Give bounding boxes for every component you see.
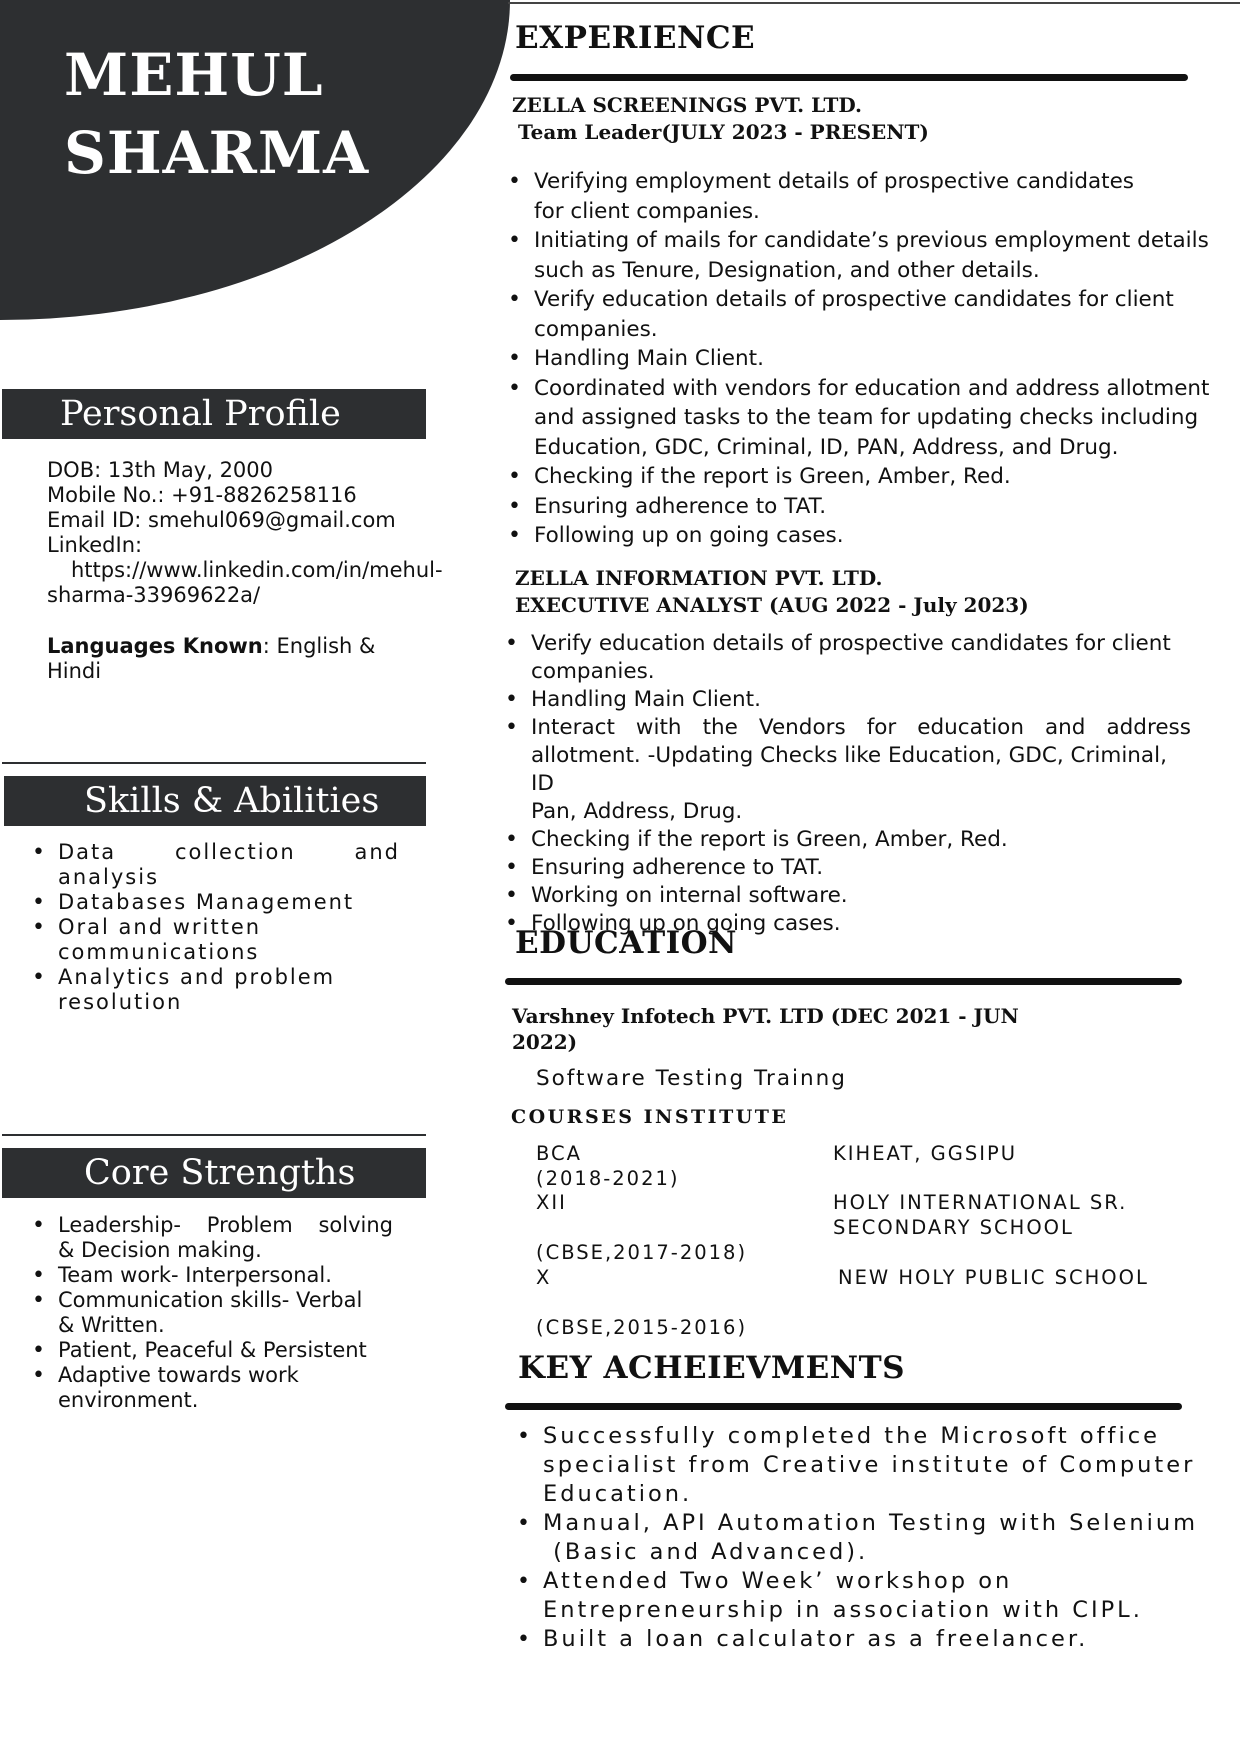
edu-institute-xii-line1: HOLY INTERNATIONAL SR. <box>833 1191 1128 1214</box>
achievements-bar <box>505 1403 1182 1410</box>
experience-heading: EXPERIENCE <box>515 20 756 56</box>
core-strengths-rule <box>2 1134 426 1136</box>
job1-company: ZELLA SCREENINGS PVT. LTD. <box>512 93 863 117</box>
strength-item: • Adaptive towards work environment. <box>58 1363 418 1413</box>
skills-list <box>58 840 400 1015</box>
job1-bullets <box>534 167 1214 551</box>
skill-item: • Oral and written communications <box>58 915 400 965</box>
languages-label: Languages Known <box>47 634 263 658</box>
edu-institute-bca: KIHEAT, GGSIPU <box>833 1142 1018 1165</box>
name-first: MEHUL <box>64 41 324 109</box>
edu-institute-x: NEW HOLY PUBLIC SCHOOL <box>838 1266 1149 1289</box>
edu-course-x: X <box>536 1266 552 1289</box>
personal-profile-details <box>47 458 467 684</box>
achievement-item: • Built a loan calculator as a freelancer. <box>543 1625 1233 1654</box>
core-strengths-heading: Core Strengths <box>2 1148 426 1198</box>
job1-bullet: • Verifying employment details of prospective candidates for client companies. <box>534 167 1214 226</box>
job1-bullet: • Following up on going cases. <box>534 521 1214 551</box>
training-line2: 2022) <box>512 1030 578 1054</box>
linkedin-label: LinkedIn: <box>47 533 143 557</box>
job2-role: EXECUTIVE ANALYST (AUG 2022 - July 2023) <box>515 593 1029 617</box>
achievements-list <box>543 1422 1233 1654</box>
edu-years-xii: (CBSE,2017-2018) <box>536 1241 748 1264</box>
linkedin-url-line1: https://www.linkedin.com/in/mehul- <box>71 558 443 582</box>
edu-course-xii: XII <box>536 1191 567 1214</box>
courses-institute-label: COURSES INSTITUTE <box>511 1106 789 1128</box>
skills-rule <box>2 762 426 764</box>
edu-institute-xii-line2: SECONDARY SCHOOL <box>833 1216 1074 1239</box>
skill-item: • Databases Management <box>58 890 400 915</box>
strength-item: • Team work- Interpersonal. <box>58 1263 418 1288</box>
edu-years-x: (CBSE,2015-2016) <box>536 1316 748 1339</box>
job2-bullet: • Following up on going cases. <box>531 910 1191 938</box>
achievement-item: • Attended Two Week’ workshop on Entrepreneurship in association with CIPL. <box>543 1567 1233 1625</box>
education-bar <box>505 978 1182 985</box>
achievement-item: • Successfully completed the Microsoft office specialist from Creative institute of Computer Education. <box>543 1422 1233 1509</box>
languages-line1 <box>47 634 467 659</box>
top-divider <box>508 2 1240 4</box>
strength-item: • Leadership- Problem solving & Decision making. <box>58 1213 418 1263</box>
skills-heading: Skills & Abilities <box>4 776 426 826</box>
training-description: Software Testing Trainng <box>536 1066 847 1091</box>
job2-bullet: • Checking if the report is Green, Amber, Red. <box>531 826 1191 854</box>
job1-bullet: • Coordinated with vendors for education and address allotment and assigned tasks to the team for updating checks including Education, GDC, Criminal, ID, PAN, Address, and Drug. <box>534 374 1214 463</box>
mobile-text: Mobile No.: +91-8826258116 <box>47 483 357 507</box>
job1-role: Team Leader(JULY 2023 - PRESENT) <box>518 120 929 144</box>
job1-bullet: • Initiating of mails for candidate’s previous employment details such as Tenure, Designation, and other details. <box>534 226 1214 285</box>
job2-bullet: • Ensuring adherence to TAT. <box>531 854 1191 882</box>
edu-years-bca: (2018-2021) <box>536 1167 680 1190</box>
training-line1: Varshney Infotech PVT. LTD (DEC 2021 - JUN <box>512 1004 1019 1028</box>
job1-bullet: • Checking if the report is Green, Amber, Red. <box>534 462 1214 492</box>
skill-item: • Analytics and problem resolution <box>58 965 400 1015</box>
job2-bullets <box>531 630 1191 938</box>
job2-bullet: • Interact with the Vendors for education and address allotment. -Updating Checks like Education, GDC, Criminal, ID Pan, Address, Drug. <box>531 714 1191 826</box>
dob-text: DOB: 13th May, 2000 <box>47 458 274 482</box>
job2-bullet: • Verify education details of prospective candidates for client companies. <box>531 630 1191 686</box>
strength-item: • Communication skills- Verbal & Written. <box>58 1288 418 1338</box>
skill-item: • Data collection and analysis <box>58 840 400 890</box>
job2-company: ZELLA INFORMATION PVT. LTD. <box>515 566 883 590</box>
core-strengths-list <box>58 1213 418 1413</box>
education-heading: EDUCATION <box>515 925 737 961</box>
achievement-item: • Manual, API Automation Testing with Selenium (Basic and Advanced). <box>543 1509 1233 1567</box>
languages-line2: Hindi <box>47 659 102 683</box>
job1-bullet: • Handling Main Client. <box>534 344 1214 374</box>
name-last: SHARMA <box>64 119 370 187</box>
strength-item: • Patient, Peaceful & Persistent <box>58 1338 418 1363</box>
job1-bullet: • Verify education details of prospective candidates for client companies. <box>534 285 1214 344</box>
experience-bar <box>510 74 1188 81</box>
personal-profile-heading: Personal Profile <box>2 389 426 439</box>
email-text: Email ID: smehul069@gmail.com <box>47 508 396 532</box>
edu-course-bca: BCA <box>536 1142 582 1165</box>
job1-bullet: • Ensuring adherence to TAT. <box>534 492 1214 522</box>
achievements-heading: KEY ACHEIEVMENTS <box>518 1350 906 1386</box>
linkedin-url-line2: sharma-33969622a/ <box>47 583 261 607</box>
languages-value: : English & <box>262 634 376 658</box>
job2-bullet: • Working on internal software. <box>531 882 1191 910</box>
job2-bullet: • Handling Main Client. <box>531 686 1191 714</box>
